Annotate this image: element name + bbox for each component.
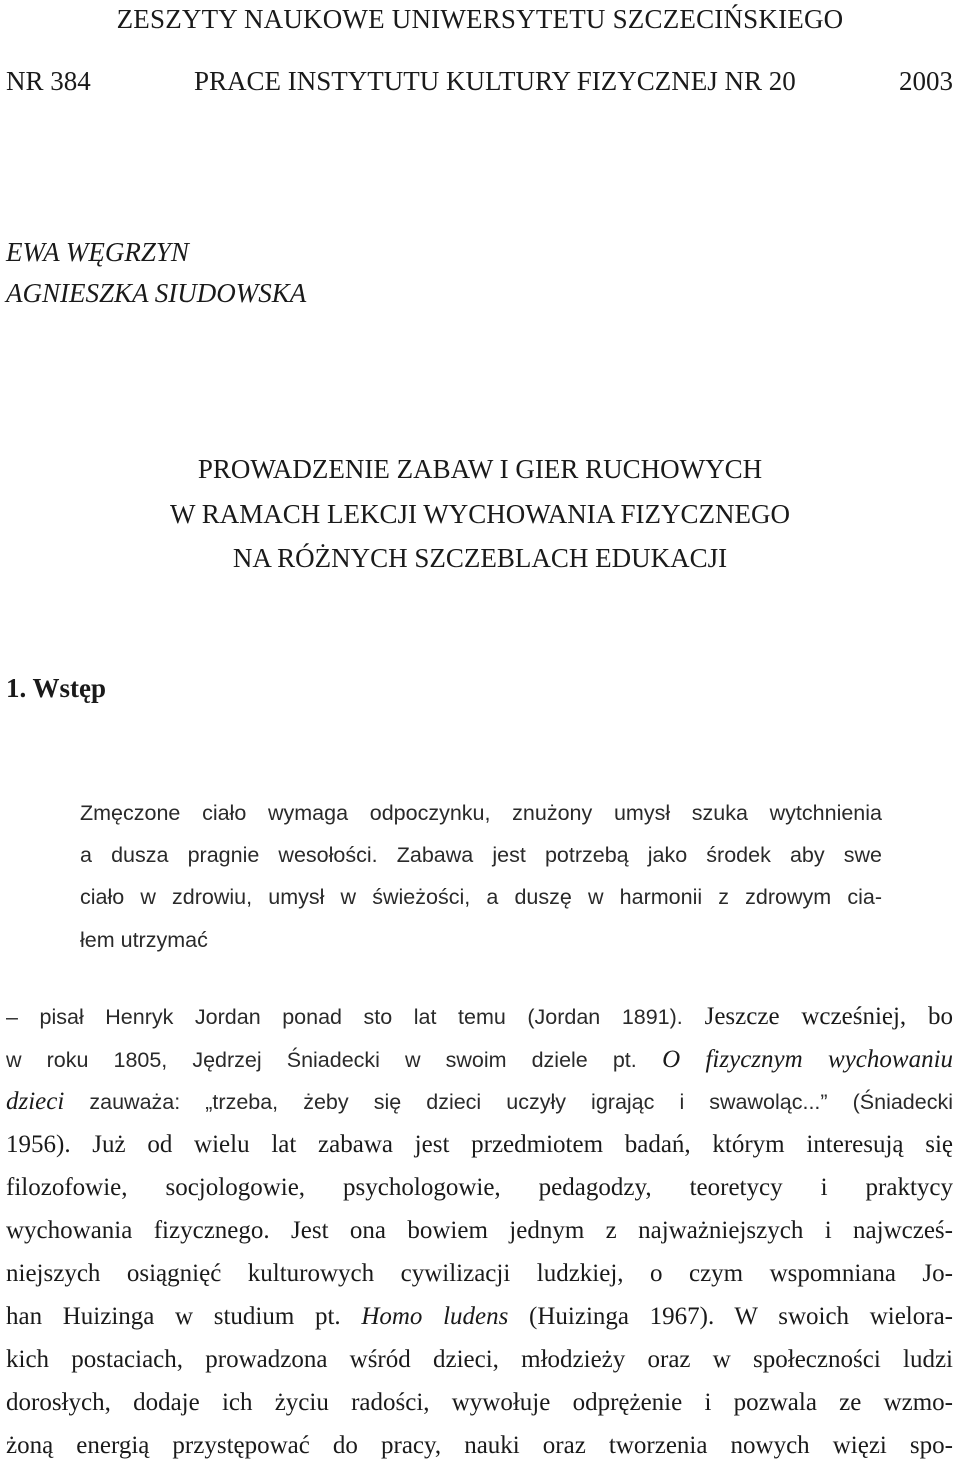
body-line-8-post: (Huizinga 1967). W swoich wielora- — [508, 1303, 953, 1330]
article-title-line-3: NA RÓŻNYCH SZCZEBLACH EDUKACJI — [232, 543, 728, 573]
article-title-line-1: PROWADZENIE ZABAW I GIER RUCHOWYCH — [197, 454, 763, 484]
body-line-1 — [6, 1003, 953, 1031]
author-2: AGNIESZKA SIUDOWSKA — [6, 278, 307, 308]
issue-number: NR 384 — [6, 66, 91, 96]
series-title: PRACE INSTYTUTU KULTURY FIZYCZNEJ NR 20 — [193, 66, 796, 96]
body-line-2-sans: w roku 1805, Jędrzej Śniadecki w swoim dziele pt. — [6, 1048, 637, 1072]
body-line-7: niejszych osiągnięć kulturowych cywilizacji ludzkiej, o czym wspomniana Jo- — [6, 1260, 953, 1287]
body-line-11: żoną energią przystępować do pracy, nauki oraz tworzenia nowych więzi spo- — [6, 1432, 953, 1459]
article-title-line-2: W RAMACH LEKCJI WYCHOWANIA FIZYCZNEGO — [170, 499, 790, 529]
body-line-6: wychowania fizycznego. Jest ona bowiem jednym z najważniejszych i najwcześ- — [6, 1217, 953, 1244]
issue-line — [6, 66, 953, 97]
body-line-4: 1956). Już od wielu lat zabawa jest przedmiotem badań, którym interesują się — [6, 1131, 953, 1158]
body-line-5: filozofowie, socjologowie, psychologowie, pedagodzy, teoretycy i praktycy — [6, 1174, 953, 1201]
author-1: EWA WĘGRZYN — [6, 237, 189, 267]
body-line-8-pre: han Huizinga w studium pt. — [6, 1303, 362, 1330]
body-line-3 — [6, 1088, 953, 1116]
body-line-1-serif: Jeszcze wcześniej, bo — [682, 1003, 954, 1030]
issue-year: 2003 — [898, 66, 953, 96]
motto-line-3: ciało w zdrowiu, umysł w świeżości, a duszę w harmonii z zdrowym cia- — [80, 885, 882, 909]
body-line-9: kich postaciach, prowadzona wśród dzieci, młodzieży oraz w społeczności ludzi — [6, 1346, 953, 1373]
body-line-2-italic: O fizycznym wychowaniu — [636, 1046, 954, 1073]
body-line-3-sans: zauważa: „trzeba, żeby się dzieci uczyły igrając i swawoląc...” (Śniadecki — [64, 1090, 953, 1114]
body-line-2 — [6, 1046, 953, 1074]
body-line-3-italic: dzieci — [6, 1088, 65, 1115]
journal-title: ZESZYTY NAUKOWE UNIWERSYTETU SZCZECIŃSKIEGO — [116, 4, 844, 34]
body-line-8 — [6, 1303, 953, 1331]
body-line-1-sans: – pisał Henryk Jordan ponad sto lat temu (Jordan 1891). — [6, 1005, 683, 1029]
motto-line-2: a dusza pragnie wesołości. Zabawa jest potrzebą jako środek aby swe — [80, 843, 882, 867]
motto-line-1: Zmęczone ciało wymaga odpoczynku, znużony umysł szuka wytchnienia — [80, 801, 882, 825]
section-heading: 1. Wstęp — [6, 673, 107, 703]
body-line-10: dorosłych, dodaje ich życiu radości, wywołuje odprężenie i pozwala ze wzmo- — [6, 1389, 953, 1416]
motto-line-4: łem utrzymać — [80, 928, 208, 952]
body-line-8-italic: Homo ludens — [361, 1303, 509, 1330]
